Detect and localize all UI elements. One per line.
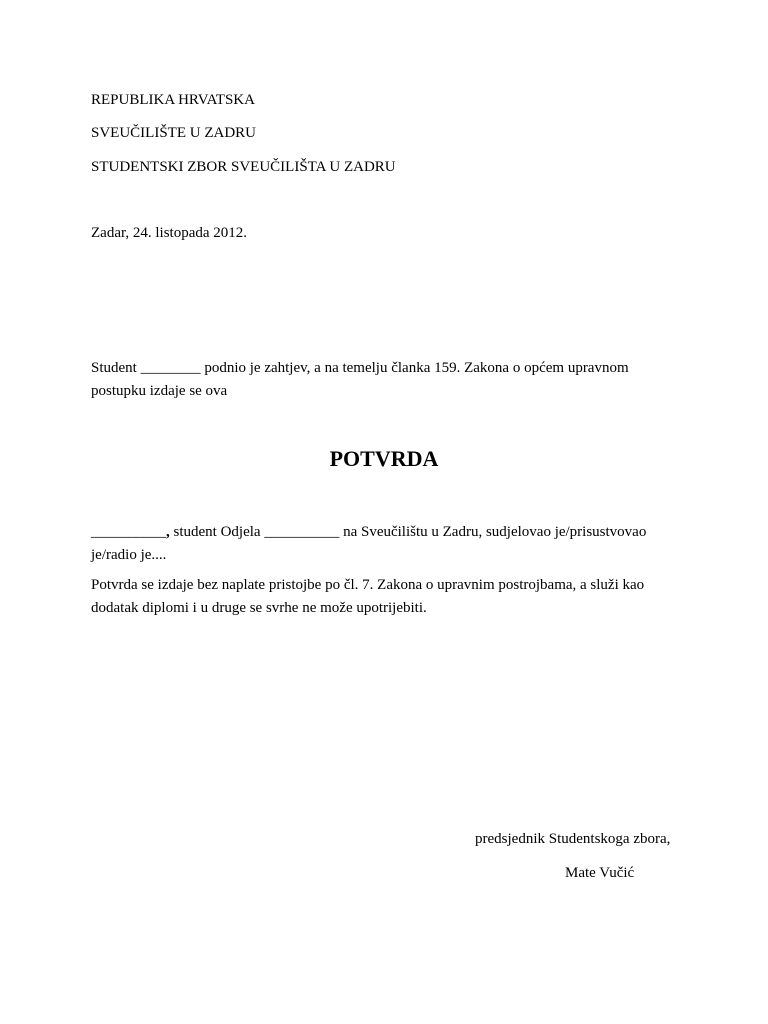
signature-name: Mate Vučić <box>565 865 635 881</box>
header-student-council: STUDENTSKI ZBOR SVEUČILIŠTA U ZADRU <box>91 159 396 175</box>
intro-paragraph: Student ________ podnio je zahtjev, a na temelju članka 159. Zakona o općem upravnom postupku izdaje se ova <box>91 360 629 399</box>
signature-role: predsjednik Studentskoga zbora, <box>475 831 671 847</box>
note-paragraph: Potvrda se izdaje bez naplate pristojbe po čl. 7. Zakona o upravnim postrojbama, a služi kao dodatak diplomi i u druge se svrhe ne može upotrijebiti. <box>91 577 645 616</box>
name-blank: __________ <box>91 524 166 540</box>
header-university: SVEUČILIŠTE U ZADRU <box>91 125 256 141</box>
document-title: POTVRDA <box>329 446 439 471</box>
document-date: Zadar, 24. listopada 2012. <box>91 225 248 241</box>
name-comma: , <box>166 524 170 540</box>
body-text: student Odjela __________ na Sveučilištu u Zadru, sudjelovao je/prisustvovao je/radio je.... <box>91 524 647 563</box>
header-country: REPUBLIKA HRVATSKA <box>91 92 255 108</box>
body-paragraph <box>91 521 681 567</box>
